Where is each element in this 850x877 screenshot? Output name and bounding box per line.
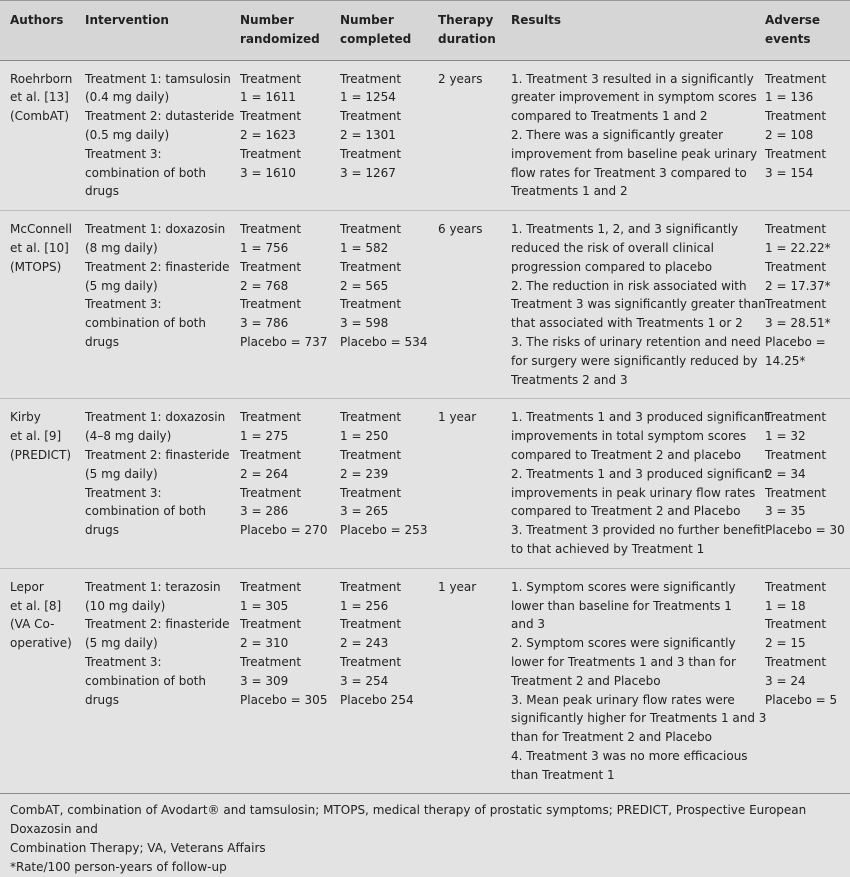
cell-text: 2. The reduction in risk associated with bbox=[511, 278, 747, 293]
cell-text: et al. [13] bbox=[10, 90, 69, 105]
cell-text: 2. Symptom scores were significantly bbox=[511, 636, 736, 651]
cell-duration bbox=[434, 399, 507, 568]
cell-text: Treatment bbox=[765, 259, 827, 274]
cell-text: Treatment bbox=[340, 146, 402, 161]
cell-text: Treatment 2 and Placebo bbox=[511, 673, 661, 688]
cell-text: McConnell bbox=[10, 222, 72, 237]
table-row bbox=[0, 399, 850, 568]
cell-text: Treatment 2: finasteride bbox=[85, 617, 230, 632]
cell-text: Placebo = 270 bbox=[240, 523, 328, 538]
cell-text: (8 mg daily) bbox=[85, 240, 158, 255]
cell-text: Treatment bbox=[240, 146, 302, 161]
cell-text: Treatment bbox=[340, 654, 402, 669]
cell-adverse bbox=[761, 568, 850, 794]
cell-text: greater improvement in symptom scores bbox=[511, 90, 757, 105]
cell-text: Treatment bbox=[340, 579, 402, 594]
cell-text: et al. [8] bbox=[10, 598, 62, 613]
column-header-duration bbox=[434, 1, 507, 61]
column-header-text: randomized bbox=[240, 31, 320, 46]
column-header-authors bbox=[0, 1, 81, 61]
cell-text: 3 = 265 bbox=[340, 504, 389, 519]
cell-text: Treatment 3: bbox=[85, 297, 162, 312]
cell-intervention bbox=[81, 60, 236, 211]
cell-text: Treatment 2: dutasteride bbox=[85, 109, 235, 124]
cell-text: (5 mg daily) bbox=[85, 278, 158, 293]
table-row bbox=[0, 60, 850, 211]
cell-text: 2. There was a significantly greater bbox=[511, 127, 724, 142]
cell-adverse bbox=[761, 60, 850, 211]
cell-text: combination of both bbox=[85, 316, 206, 331]
cell-text: Treatment bbox=[240, 297, 302, 312]
cell-text: combination of both bbox=[85, 165, 206, 180]
cell-text: drugs bbox=[85, 334, 120, 349]
cell-text: 2. Treatments 1 and 3 produced significant bbox=[511, 466, 769, 481]
cell-text: significantly higher for Treatments 1 and 3 bbox=[511, 711, 767, 726]
cell-text: (0.4 mg daily) bbox=[85, 90, 170, 105]
cell-intervention bbox=[81, 568, 236, 794]
cell-text: 2 = 768 bbox=[240, 278, 289, 293]
cell-text: 1 = 582 bbox=[340, 240, 389, 255]
cell-text: 14.25* bbox=[765, 353, 806, 368]
cell-duration bbox=[434, 211, 507, 399]
cell-text: Treatment 1: doxazosin bbox=[85, 222, 226, 237]
cell-text: operative) bbox=[10, 636, 72, 651]
cell-text: 2 = 239 bbox=[340, 466, 389, 481]
table-row bbox=[0, 211, 850, 399]
cell-text: 3 = 254 bbox=[340, 673, 389, 688]
cell-text: 1. Symptom scores were significantly bbox=[511, 579, 736, 594]
cell-text: improvement from baseline peak urinary bbox=[511, 146, 758, 161]
cell-text: Treatment bbox=[765, 146, 827, 161]
cell-text: Treatment bbox=[765, 109, 827, 124]
cell-text: Treatment 3 was significantly greater than bbox=[511, 297, 766, 312]
cell-text: drugs bbox=[85, 184, 120, 199]
cell-completed bbox=[336, 399, 434, 568]
cell-text: 1 = 250 bbox=[340, 429, 389, 444]
cell-text: Roehrborn bbox=[10, 71, 73, 86]
cell-text: Treatment bbox=[340, 447, 402, 462]
cell-text: Placebo 254 bbox=[340, 692, 414, 707]
cell-text: Placebo = 305 bbox=[240, 692, 328, 707]
cell-text: that associated with Treatments 1 or 2 bbox=[511, 316, 743, 331]
column-header-completed bbox=[336, 1, 434, 61]
footnote-abbreviations-cont: Combination Therapy; VA, Veterans Affairs bbox=[10, 841, 266, 856]
table-row bbox=[0, 568, 850, 794]
cell-text: 3 = 598 bbox=[340, 316, 389, 331]
cell-authors bbox=[0, 211, 81, 399]
cell-authors bbox=[0, 399, 81, 568]
cell-completed bbox=[336, 211, 434, 399]
cell-text: 2 = 565 bbox=[340, 278, 389, 293]
cell-text: 3 = 786 bbox=[240, 316, 289, 331]
cell-text: 3 = 154 bbox=[765, 165, 814, 180]
cell-text: 2 = 15 bbox=[765, 636, 806, 651]
cell-text: Treatment bbox=[765, 617, 827, 632]
cell-text: Placebo = 253 bbox=[340, 523, 428, 538]
cell-text: 1. Treatment 3 resulted in a significantly bbox=[511, 71, 754, 86]
cell-text: Treatment bbox=[240, 109, 302, 124]
cell-text: Treatment bbox=[765, 654, 827, 669]
footnote-abbreviations: CombAT, combination of Avodart® and tamsulosin; MTOPS, medical therapy of prostatic symptoms; PREDICT, Prospective European Doxazosin and bbox=[10, 803, 807, 837]
cell-text: (0.5 mg daily) bbox=[85, 127, 170, 142]
cell-text: combination of both bbox=[85, 504, 206, 519]
cell-text: (CombAT) bbox=[10, 109, 69, 124]
cell-text: Treatment bbox=[240, 447, 302, 462]
cell-text: 3. Treatment 3 provided no further benefit bbox=[511, 523, 766, 538]
cell-text: Lepor bbox=[10, 579, 44, 594]
cell-text: Treatments 1 and 2 bbox=[511, 184, 628, 199]
cell-text: Treatment bbox=[765, 71, 827, 86]
cell-text: 3 = 286 bbox=[240, 504, 289, 519]
cell-text: Treatment bbox=[765, 410, 827, 425]
cell-randomized bbox=[236, 399, 336, 568]
cell-results bbox=[507, 60, 761, 211]
cell-text: 3 = 1610 bbox=[240, 165, 296, 180]
cell-text: Treatment 1: tamsulosin bbox=[85, 71, 231, 86]
table-header-row bbox=[0, 1, 850, 61]
cell-text: Treatment bbox=[340, 71, 402, 86]
cell-text: Treatment bbox=[765, 485, 827, 500]
column-header-results bbox=[507, 1, 761, 61]
table-body bbox=[0, 60, 850, 794]
cell-completed bbox=[336, 568, 434, 794]
cell-randomized bbox=[236, 211, 336, 399]
cell-text: compared to Treatment 2 and placebo bbox=[511, 447, 741, 462]
cell-text: than for Treatment 2 and Placebo bbox=[511, 730, 712, 745]
cell-text: 1 = 1611 bbox=[240, 90, 296, 105]
cell-text: 3. Mean peak urinary flow rates were bbox=[511, 692, 735, 707]
cell-text: Treatment bbox=[765, 579, 827, 594]
cell-text: 3 = 35 bbox=[765, 504, 806, 519]
cell-text: (4–8 mg daily) bbox=[85, 429, 172, 444]
cell-text: to that achieved by Treatment 1 bbox=[511, 541, 705, 556]
cell-text: Treatment 3: bbox=[85, 654, 162, 669]
cell-text: 1 = 275 bbox=[240, 429, 289, 444]
cell-text: 1 = 32 bbox=[765, 429, 806, 444]
cell-text: Placebo = 30 bbox=[765, 523, 845, 538]
cell-text: Treatment 2: finasteride bbox=[85, 259, 230, 274]
cell-text: (MTOPS) bbox=[10, 259, 62, 274]
cell-text: 2 = 34 bbox=[765, 466, 806, 481]
cell-text: Treatment 1: terazosin bbox=[85, 579, 221, 594]
cell-text: compared to Treatment 2 and Placebo bbox=[511, 504, 741, 519]
cell-text: et al. [10] bbox=[10, 240, 69, 255]
cell-text: 3 = 309 bbox=[240, 673, 289, 688]
cell-text: Treatment 3: bbox=[85, 485, 162, 500]
column-header-intervention bbox=[81, 1, 236, 61]
column-header-text: Number bbox=[340, 13, 394, 27]
footnote-rate-note: *Rate/100 person-years of follow-up bbox=[10, 860, 227, 875]
column-header-text: Results bbox=[511, 13, 562, 27]
cell-text: 2 = 1623 bbox=[240, 127, 296, 142]
cell-text: 3. The risks of urinary retention and need bbox=[511, 334, 761, 349]
cell-text: 2 = 17.37* bbox=[765, 278, 831, 293]
cell-text: Treatment 3: bbox=[85, 146, 162, 161]
column-header-text: Adverse bbox=[765, 13, 821, 27]
cell-text: 4. Treatment 3 was no more efficacious bbox=[511, 748, 748, 763]
cell-text: reduced the risk of overall clinical bbox=[511, 240, 714, 255]
cell-text: Treatment bbox=[340, 617, 402, 632]
cell-text: Treatment bbox=[340, 222, 402, 237]
cell-text: (10 mg daily) bbox=[85, 598, 166, 613]
cell-text: 1 = 18 bbox=[765, 598, 806, 613]
cell-text: Treatment 2: finasteride bbox=[85, 447, 230, 462]
cell-text: Treatment bbox=[240, 410, 302, 425]
cell-text: Treatment bbox=[765, 222, 827, 237]
cell-text: than Treatment 1 bbox=[511, 767, 615, 782]
cell-text: Treatment bbox=[765, 447, 827, 462]
cell-text: 3 = 1267 bbox=[340, 165, 396, 180]
cell-text: Treatment bbox=[240, 259, 302, 274]
cell-text: 1. Treatments 1, 2, and 3 significantly bbox=[511, 222, 739, 237]
column-header-text: Number bbox=[240, 13, 294, 27]
cell-randomized bbox=[236, 60, 336, 211]
cell-text: drugs bbox=[85, 692, 120, 707]
cell-text: flow rates for Treatment 3 compared to bbox=[511, 165, 747, 180]
cell-text: Treatment bbox=[240, 222, 302, 237]
cell-text: 6 years bbox=[438, 222, 483, 237]
cell-text: lower for Treatments 1 and 3 than for bbox=[511, 654, 736, 669]
column-header-text: duration bbox=[438, 31, 496, 46]
cell-text: 1 year bbox=[438, 579, 477, 594]
cell-results bbox=[507, 568, 767, 794]
cell-text: 1 = 305 bbox=[240, 598, 289, 613]
cell-text: Treatment bbox=[340, 259, 402, 274]
cell-intervention bbox=[81, 211, 236, 399]
cell-duration bbox=[434, 60, 507, 211]
column-header-text: Intervention bbox=[85, 13, 169, 27]
cell-text: Treatment 1: doxazosin bbox=[85, 410, 226, 425]
cell-text: 2 = 310 bbox=[240, 636, 289, 651]
cell-text: 2 = 243 bbox=[340, 636, 389, 651]
cell-text: Treatment bbox=[240, 654, 302, 669]
table-footnote bbox=[0, 794, 850, 877]
cell-text: 2 = 108 bbox=[765, 127, 814, 142]
cell-results bbox=[507, 399, 769, 568]
cell-text: for surgery were significantly reduced by bbox=[511, 353, 758, 368]
cell-text: 1 = 756 bbox=[240, 240, 289, 255]
cell-results bbox=[507, 211, 766, 399]
cell-text: Treatment bbox=[340, 410, 402, 425]
cell-text: et al. [9] bbox=[10, 429, 62, 444]
cell-authors bbox=[0, 568, 81, 794]
cell-adverse bbox=[761, 399, 850, 568]
column-header-adverse bbox=[761, 1, 850, 61]
cell-text: Treatment bbox=[340, 109, 402, 124]
cell-text: 1. Treatments 1 and 3 produced significant bbox=[511, 410, 769, 425]
column-header-randomized bbox=[236, 1, 336, 61]
cell-text: Treatment bbox=[240, 485, 302, 500]
cell-text: (5 mg daily) bbox=[85, 636, 158, 651]
column-header-text: events bbox=[765, 31, 811, 46]
cell-completed bbox=[336, 60, 434, 211]
cell-text: (PREDICT) bbox=[10, 447, 72, 462]
cell-randomized bbox=[236, 568, 336, 794]
cell-text: 1 = 22.22* bbox=[765, 240, 831, 255]
cell-text: drugs bbox=[85, 523, 120, 538]
cell-text: improvements in total symptom scores bbox=[511, 429, 747, 444]
column-header-text: Authors bbox=[10, 13, 64, 27]
cell-duration bbox=[434, 568, 507, 794]
cell-text: Treatment bbox=[240, 71, 302, 86]
cell-text: Treatment bbox=[240, 617, 302, 632]
column-header-text: completed bbox=[340, 31, 412, 46]
cell-adverse bbox=[761, 211, 850, 399]
cell-text: compared to Treatments 1 and 2 bbox=[511, 109, 708, 124]
cell-text: 2 = 264 bbox=[240, 466, 289, 481]
cell-text: lower than baseline for Treatments 1 bbox=[511, 598, 732, 613]
cell-text: improvements in peak urinary flow rates bbox=[511, 485, 756, 500]
cell-text: and 3 bbox=[511, 617, 546, 632]
cell-text: (VA Co- bbox=[10, 617, 55, 632]
cell-text: Treatment bbox=[340, 297, 402, 312]
cell-authors bbox=[0, 60, 81, 211]
cell-text: 1 = 1254 bbox=[340, 90, 396, 105]
cell-text: progression compared to placebo bbox=[511, 259, 713, 274]
cell-text: combination of both bbox=[85, 673, 206, 688]
cell-text: Placebo = 737 bbox=[240, 334, 328, 349]
cell-text: 3 = 24 bbox=[765, 673, 806, 688]
cell-text: 1 = 256 bbox=[340, 598, 389, 613]
cell-text: Treatments 2 and 3 bbox=[511, 372, 628, 387]
cell-text: Placebo = 5 bbox=[765, 692, 838, 707]
cell-text: (5 mg daily) bbox=[85, 466, 158, 481]
cell-intervention bbox=[81, 399, 236, 568]
cell-text: Treatment bbox=[340, 485, 402, 500]
cell-text: 1 year bbox=[438, 410, 477, 425]
cell-text: 3 = 28.51* bbox=[765, 316, 831, 331]
cell-text: 2 = 1301 bbox=[340, 127, 396, 142]
cell-text: Treatment bbox=[240, 579, 302, 594]
cell-text: 1 = 136 bbox=[765, 90, 814, 105]
cell-text: Placebo = bbox=[765, 334, 826, 349]
cell-text: Treatment bbox=[765, 297, 827, 312]
column-header-text: Therapy bbox=[438, 13, 494, 27]
cell-text: Kirby bbox=[10, 410, 41, 425]
cell-text: Placebo = 534 bbox=[340, 334, 428, 349]
cell-text: 2 years bbox=[438, 71, 483, 86]
